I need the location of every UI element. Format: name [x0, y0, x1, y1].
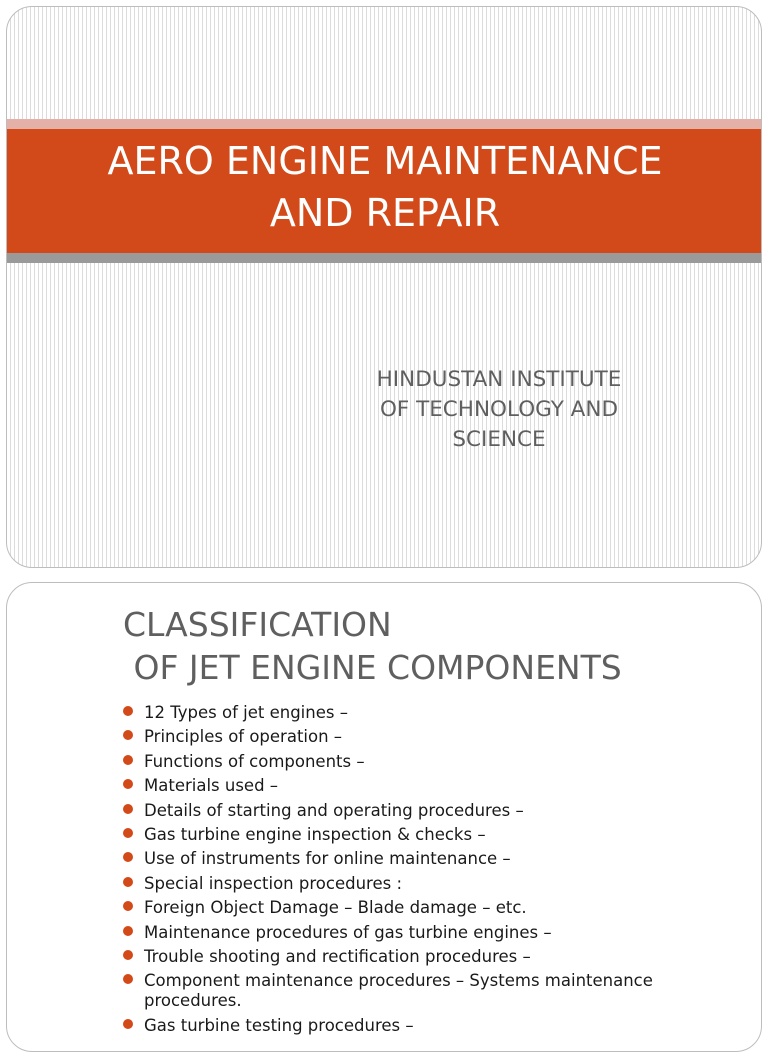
bullet-text: Component maintenance procedures – Systems maintenance procedures. [144, 971, 653, 1011]
bullet-text: Principles of operation – [144, 727, 343, 747]
bullet-text: Functions of components – [144, 751, 365, 771]
bullet-text: Gas turbine testing procedures – [144, 1015, 414, 1035]
presentation-title-line: AND REPAIR [269, 191, 501, 235]
bullet-item [119, 801, 719, 821]
bullet-text: Special inspection procedures : [144, 873, 402, 893]
bullet-text: Details of starting and operating procedures – [144, 800, 524, 820]
bullet-item [119, 874, 719, 894]
bullet-dot-icon [123, 706, 133, 716]
bullet-dot-icon [123, 926, 133, 936]
bullet-text: Trouble shooting and rectification procedures – [144, 946, 531, 966]
bullet-item [119, 923, 719, 943]
bullet-item [119, 752, 719, 772]
bullet-text: Gas turbine engine inspection & checks – [144, 824, 486, 844]
bullet-item [119, 947, 719, 967]
bullet-item [119, 898, 719, 918]
bullet-text: Use of instruments for online maintenance – [144, 849, 511, 869]
bullet-dot-icon [123, 877, 133, 887]
subtitle-line: HINDUSTAN INSTITUTE [376, 367, 622, 392]
bullet-item [119, 703, 719, 723]
bullet-item [119, 1016, 719, 1036]
bullet-dot-icon [123, 804, 133, 814]
bullet-list [119, 703, 719, 1040]
presentation-title [7, 135, 762, 239]
bullet-text: Materials used – [144, 776, 279, 796]
slide-title-line: OF JET ENGINE COMPONENTS [123, 648, 622, 687]
title-band-highlight [7, 119, 761, 129]
bullet-text: 12 Types of jet engines – [144, 703, 348, 722]
bullet-text: Foreign Object Damage – Blade damage – etc. [144, 898, 527, 918]
subtitle-line: OF TECHNOLOGY AND [379, 397, 619, 422]
bullet-dot-icon [123, 852, 133, 862]
presentation-title-line: AERO ENGINE MAINTENANCE [107, 139, 663, 183]
bullet-item [119, 776, 719, 796]
bullet-dot-icon [123, 730, 133, 740]
slide-title-line: CLASSIFICATION [123, 605, 392, 644]
bullet-item [119, 849, 719, 869]
bullet-item [119, 825, 719, 845]
bullet-text: Maintenance procedures of gas turbine engines – [144, 922, 552, 942]
bullet-dot-icon [123, 779, 133, 789]
title-slide [6, 6, 762, 568]
bullet-item [119, 727, 719, 747]
presentation-subtitle [337, 365, 661, 455]
content-slide [6, 582, 762, 1052]
bullet-dot-icon [123, 901, 133, 911]
slide-title [123, 603, 743, 689]
bullet-dot-icon [123, 828, 133, 838]
bullet-item [119, 971, 719, 1011]
title-band-shadow [7, 253, 761, 263]
bullet-dot-icon [123, 755, 133, 765]
bullet-dot-icon [123, 950, 133, 960]
subtitle-line: SCIENCE [452, 427, 546, 452]
bullet-dot-icon [123, 974, 133, 984]
